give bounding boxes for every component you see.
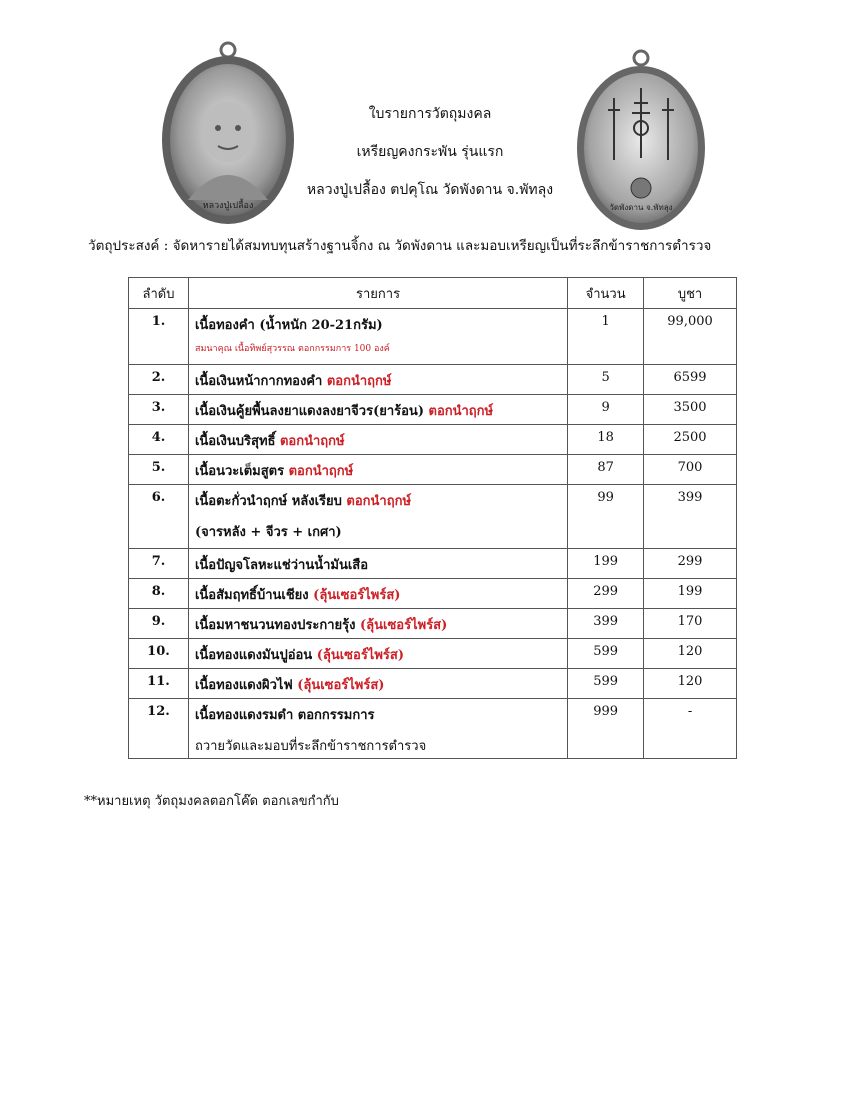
row-index: 7. bbox=[129, 549, 189, 579]
row-price: 299 bbox=[644, 549, 737, 579]
row-price: 6599 bbox=[644, 365, 737, 395]
row-index: 4. bbox=[129, 425, 189, 455]
row-item-name: เนื้อเงินหน้ากากทองคำ bbox=[194, 374, 323, 389]
row-item bbox=[188, 669, 567, 699]
table-header-row bbox=[129, 278, 737, 309]
row-item-name: เนื้อสัมฤทธิ์บ้านเชียง bbox=[194, 588, 309, 603]
table-row bbox=[129, 549, 737, 579]
table-row bbox=[129, 425, 737, 455]
row-index: 9. bbox=[129, 609, 189, 639]
row-quantity: 9 bbox=[568, 395, 644, 425]
row-item bbox=[188, 579, 567, 609]
header-quantity: จำนวน bbox=[568, 278, 644, 309]
row-quantity: 99 bbox=[568, 485, 644, 549]
row-item-note: ตอกนำฤกษ์ bbox=[428, 404, 494, 419]
row-index: 10. bbox=[129, 639, 189, 669]
row-item-name: เนื้อปัญจโลหะแช่ว่านน้ำมันเสือ bbox=[194, 558, 369, 573]
document-header bbox=[300, 95, 560, 209]
row-quantity: 599 bbox=[568, 639, 644, 669]
row-price: 399 bbox=[644, 485, 737, 549]
row-item bbox=[188, 395, 567, 425]
table-row bbox=[129, 609, 737, 639]
header-index: ลำดับ bbox=[129, 278, 189, 309]
row-index: 6. bbox=[129, 485, 189, 549]
table-row bbox=[129, 699, 737, 759]
row-item bbox=[188, 549, 567, 579]
row-item-extra: (จารหลัง + จีวร + เกศา) bbox=[194, 525, 342, 540]
row-item-note: ตอกนำฤกษ์ bbox=[346, 494, 412, 509]
medal-back-inscription: วัดพังดาน จ.พัทลุง bbox=[609, 203, 673, 212]
price-list-table bbox=[128, 277, 737, 759]
purpose-statement: วัตถุประสงค์ : จัดหารายได้สมทบทุนสร้างฐานจิ้กง ณ วัดพังดาน และมอบเหรียญเป็นที่ระลึกข้าราชการตำรวจ bbox=[88, 238, 712, 254]
medal-front-image bbox=[158, 40, 298, 230]
row-item bbox=[188, 485, 567, 549]
row-quantity: 999 bbox=[568, 699, 644, 759]
row-item-extra: สมนาคุณ เนื้อทิพย์สุวรรณ ตอกกรรมการ 100 องค์ bbox=[194, 344, 390, 354]
row-price: 2500 bbox=[644, 425, 737, 455]
row-item bbox=[188, 609, 567, 639]
row-item-note: (ลุ้นเซอร์ไพร์ส) bbox=[316, 648, 404, 663]
row-item-name: เนื้อเงินคู้ยพื้นลงยาแดงลงยาจีวร(ยาร้อน) bbox=[194, 404, 424, 419]
table-row bbox=[129, 455, 737, 485]
row-item-name: เนื้อนวะเต็มสูตร bbox=[194, 464, 285, 479]
row-quantity: 5 bbox=[568, 365, 644, 395]
row-quantity: 1 bbox=[568, 309, 644, 365]
row-price: 3500 bbox=[644, 395, 737, 425]
row-item bbox=[188, 639, 567, 669]
table-row bbox=[129, 309, 737, 365]
row-item bbox=[188, 309, 567, 365]
row-quantity: 399 bbox=[568, 609, 644, 639]
row-quantity: 87 bbox=[568, 455, 644, 485]
row-item-name: เนื้อมหาชนวนทองประกายรุ้ง bbox=[194, 618, 356, 633]
row-item-name: เนื้อทองแดงมันปูอ่อน bbox=[194, 648, 313, 663]
row-item-note: (ลุ้นเซอร์ไพร์ส) bbox=[360, 618, 448, 633]
row-item-note: ตอกนำฤกษ์ bbox=[279, 434, 345, 449]
medal-front-inscription: หลวงปู่เปลื้อง bbox=[202, 201, 254, 211]
row-quantity: 199 bbox=[568, 549, 644, 579]
row-index: 5. bbox=[129, 455, 189, 485]
row-item bbox=[188, 455, 567, 485]
header-price: บูชา bbox=[644, 278, 737, 309]
row-item bbox=[188, 425, 567, 455]
document-title: ใบรายการวัตถุมงคล bbox=[368, 106, 492, 122]
row-index: 11. bbox=[129, 669, 189, 699]
table-row bbox=[129, 639, 737, 669]
row-item-note: (ลุ้นเซอร์ไพร์ส) bbox=[297, 678, 385, 693]
row-index: 1. bbox=[129, 309, 189, 365]
medal-back-image bbox=[572, 48, 710, 234]
row-index: 8. bbox=[129, 579, 189, 609]
table-row bbox=[129, 395, 737, 425]
table-row bbox=[129, 485, 737, 549]
document-subtitle: เหรียญคงกระพัน รุ่นแรก bbox=[356, 144, 504, 160]
table-row bbox=[129, 365, 737, 395]
row-price: 700 bbox=[644, 455, 737, 485]
row-quantity: 18 bbox=[568, 425, 644, 455]
row-item bbox=[188, 699, 567, 759]
row-item-note: ตอกนำฤกษ์ bbox=[326, 374, 392, 389]
row-index: 3. bbox=[129, 395, 189, 425]
row-item-note: ตอกนำฤกษ์ bbox=[288, 464, 354, 479]
row-item bbox=[188, 365, 567, 395]
row-item-name: เนื้อทองคำ (น้ำหนัก 20-21กรัม) bbox=[194, 318, 383, 333]
table-row bbox=[129, 579, 737, 609]
row-item-extra: ถวายวัดและมอบที่ระลึกข้าราชการตำรวจ bbox=[194, 739, 427, 754]
document-monk-name: หลวงปู่เปลื้อง ตปคุโณ วัดพังดาน จ.พัทลุง bbox=[306, 182, 554, 198]
row-item-name: เนื้อตะกั่วนำฤกษ์ หลังเรียบ bbox=[194, 494, 342, 509]
row-item-name: เนื้อทองแดงรมดำ ตอกกรรมการ bbox=[194, 708, 375, 723]
row-price: 120 bbox=[644, 669, 737, 699]
row-price: 199 bbox=[644, 579, 737, 609]
row-item-name: เนื้อทองแดงผิวไฟ bbox=[194, 678, 293, 693]
row-item-name: เนื้อเงินบริสุทธิ์ bbox=[194, 434, 276, 449]
row-price: 120 bbox=[644, 639, 737, 669]
row-quantity: 299 bbox=[568, 579, 644, 609]
footnote: **หมายเหตุ วัตถุมงคลตอกโค๊ด ตอกเลขกำกับ bbox=[84, 794, 339, 809]
row-price: 99,000 bbox=[644, 309, 737, 365]
row-index: 2. bbox=[129, 365, 189, 395]
row-index: 12. bbox=[129, 699, 189, 759]
row-quantity: 599 bbox=[568, 669, 644, 699]
table-row bbox=[129, 669, 737, 699]
header-item: รายการ bbox=[188, 278, 567, 309]
row-price: - bbox=[644, 699, 737, 759]
row-item-note: (ลุ้นเซอร์ไพร์ส) bbox=[313, 588, 401, 603]
row-price: 170 bbox=[644, 609, 737, 639]
